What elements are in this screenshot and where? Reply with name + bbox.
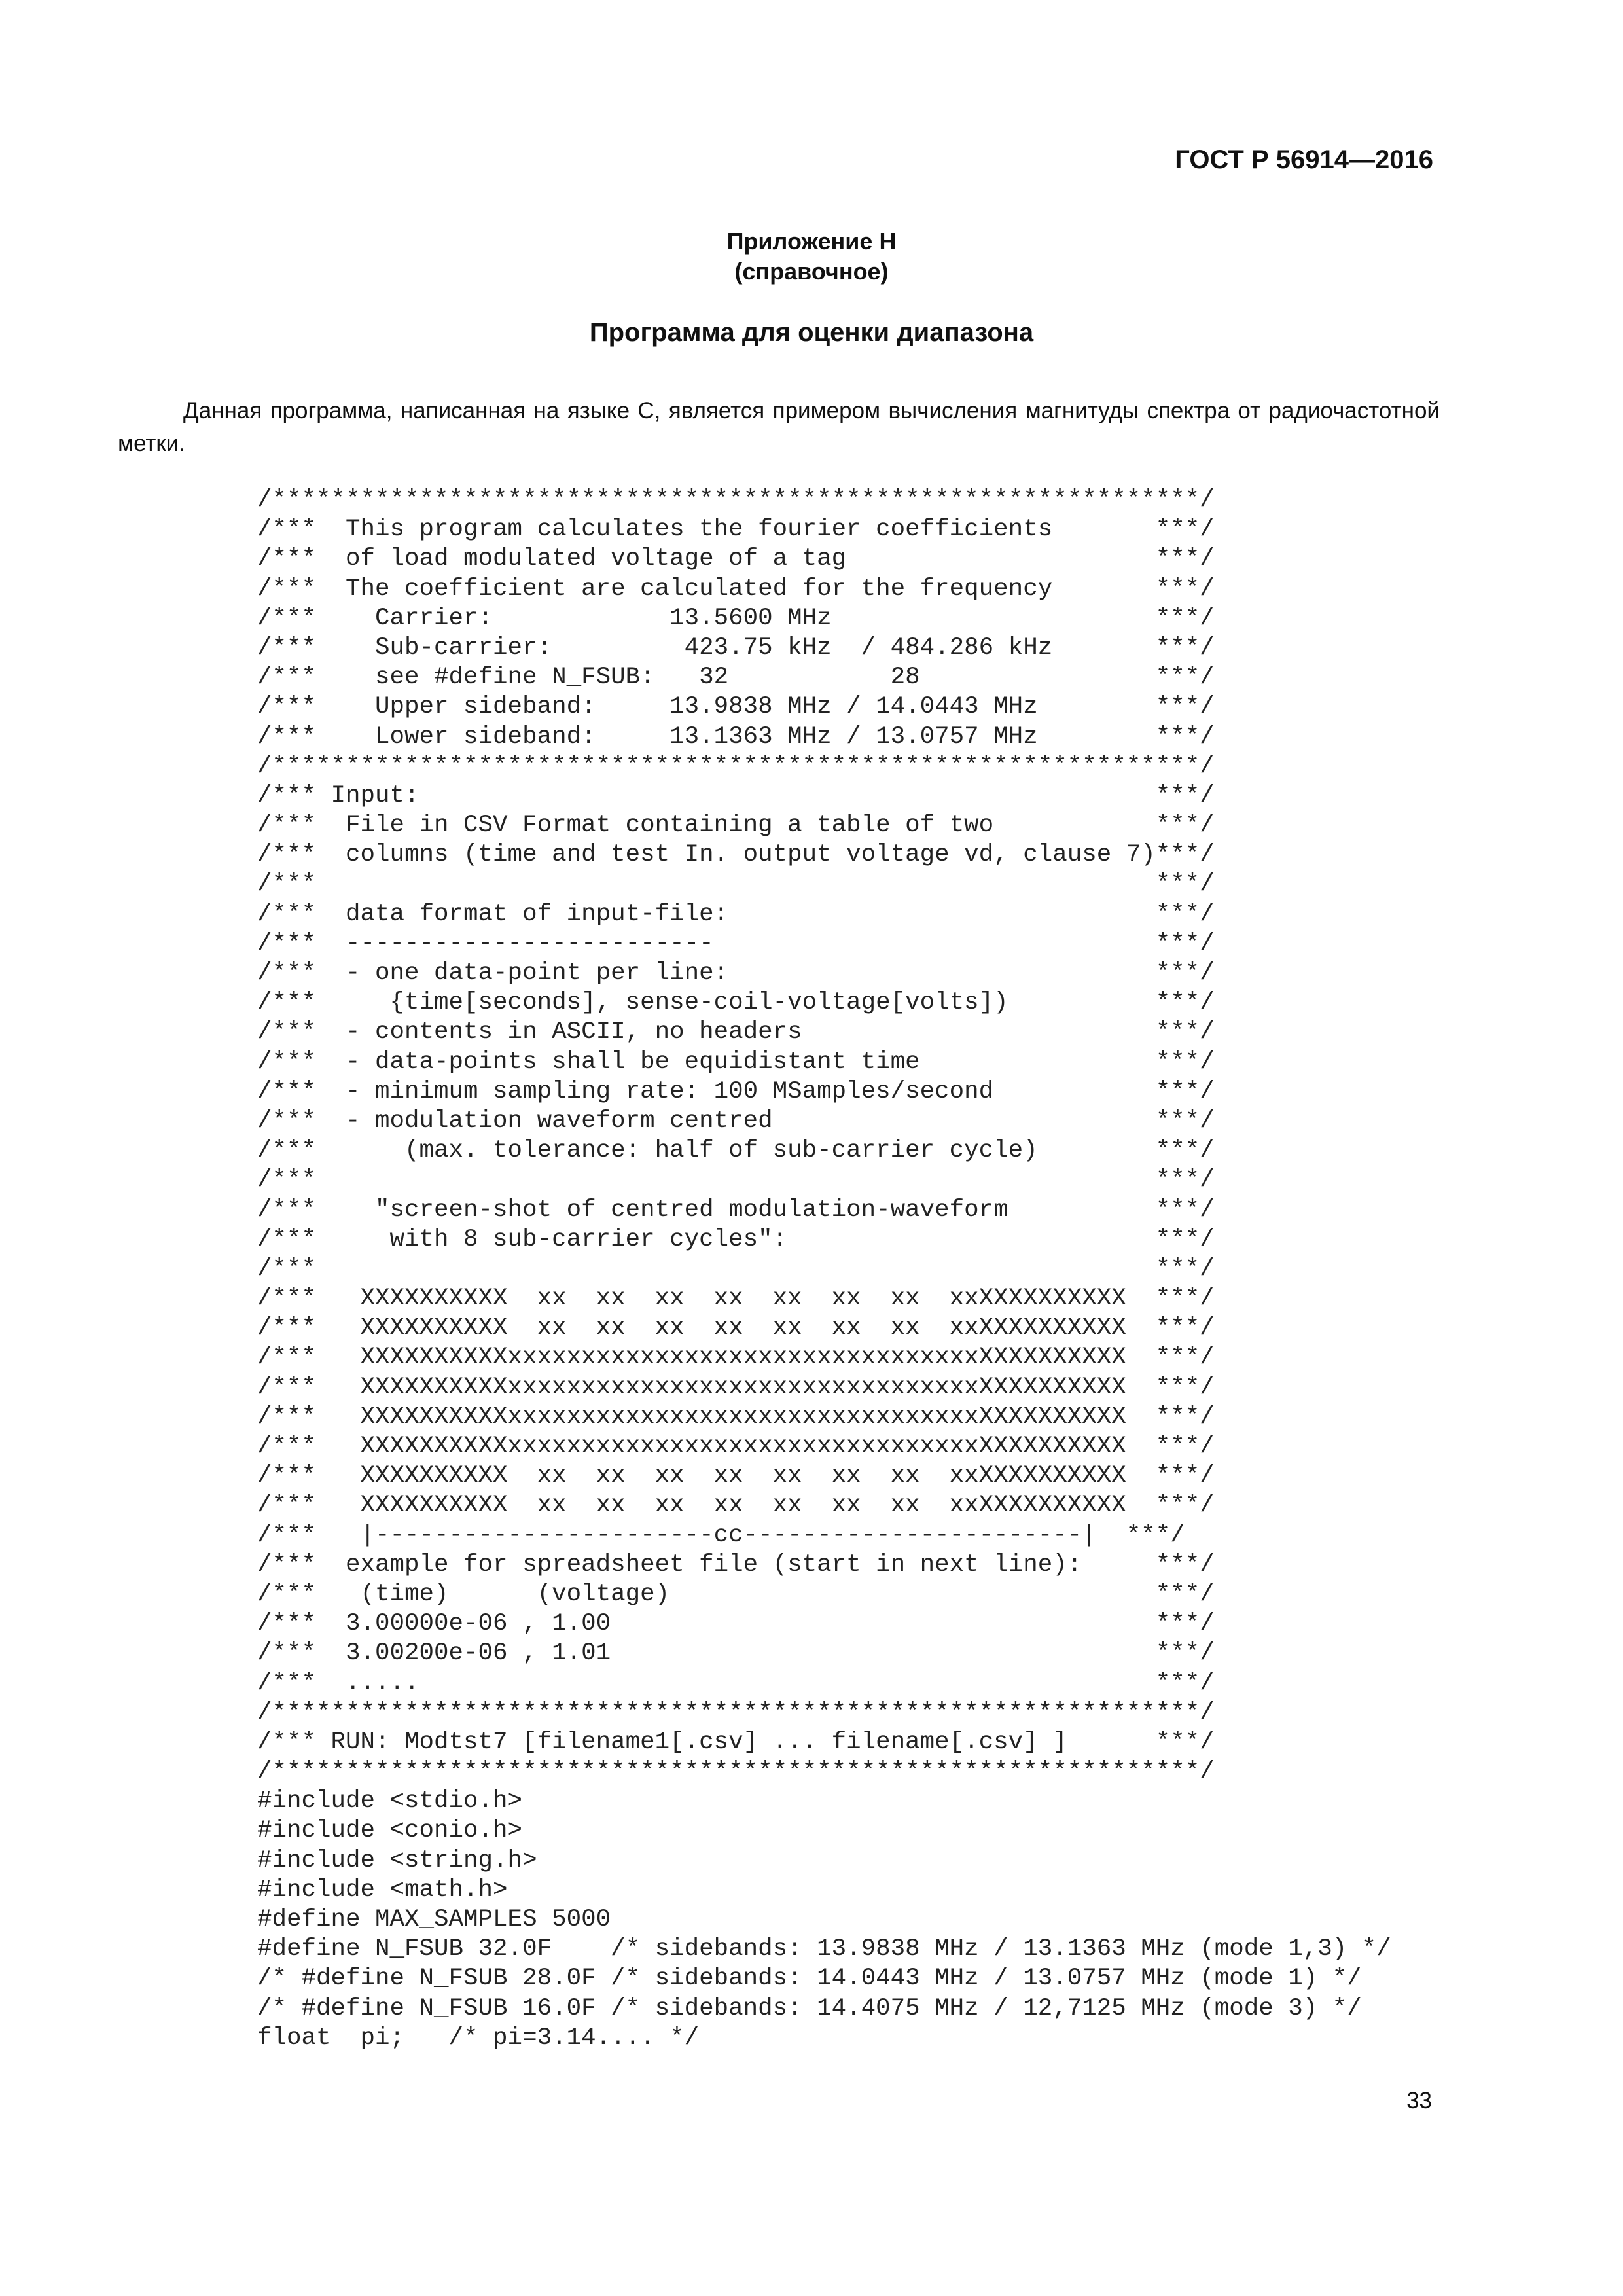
code-line: /*** |-----------------------cc-----------------------| ***/	[257, 1521, 1185, 1549]
code-line: /*** - minimum sampling rate: 100 MSamples/second ***/	[257, 1077, 1215, 1105]
code-line: /*** RUN: Modtst7 [filename1[.csv] ... filename[.csv] ] ***/	[257, 1728, 1215, 1756]
section-title: Программа для оценки диапазона	[589, 318, 1034, 347]
code-line: /*** This program calculates the fourier coefficients ***/	[257, 516, 1215, 544]
code-line: /***************************************************************/	[257, 1698, 1215, 1727]
code-line: /*** - modulation waveform centred ***/	[257, 1107, 1215, 1135]
code-line: /*** - one data-point per line: ***/	[257, 960, 1215, 987]
intro-paragraph: Данная программа, написанная на языке С, является примером вычисления магнитуды спектра от радиочастотной метки.	[118, 398, 1440, 456]
code-line: /*** with 8 sub-carrier cycles": ***/	[257, 1225, 1215, 1253]
code-line: /*** Input: ***/	[257, 781, 1215, 810]
code-line: /*** ***/	[257, 1255, 1215, 1283]
code-line: #include <math.h>	[257, 1876, 508, 1904]
code-line: /*** {time[seconds], sense-coil-voltage[volts]) ***/	[257, 989, 1215, 1017]
code-line: /*** Sub-carrier: 423.75 kHz / 484.286 kHz ***/	[257, 634, 1215, 662]
code-line: /***************************************************************/	[257, 752, 1215, 780]
code-line: /*** Lower sideband: 13.1363 MHz / 13.0757 MHz ***/	[257, 723, 1215, 751]
code-line: #include <conio.h>	[257, 1817, 523, 1845]
code-line: /*** XXXXXXXXXXxxxxxxxxxxxxxxxxxxxxxxxxxxxxxxxxXXXXXXXXXX ***/	[257, 1373, 1215, 1401]
code-line: /*** Upper sideband: 13.9838 MHz / 14.0443 MHz ***/	[257, 693, 1215, 721]
standard-header: ГОСТ Р 56914—2016	[1175, 145, 1433, 174]
code-line: /*** XXXXXXXXXXxxxxxxxxxxxxxxxxxxxxxxxxxxxxxxxxXXXXXXXXXX ***/	[257, 1403, 1215, 1431]
code-line: #define MAX_SAMPLES 5000	[257, 1906, 611, 1933]
code-line: /*** The coefficient are calculated for the frequency ***/	[257, 575, 1215, 603]
code-line: /*** see #define N_FSUB: 32 28 ***/	[257, 664, 1215, 692]
page-number: 33	[1406, 2088, 1432, 2113]
code-line: /*** - data-points shall be equidistant time ***/	[257, 1048, 1215, 1076]
code-line: /*** (max. tolerance: half of sub-carrier cycle) ***/	[257, 1137, 1215, 1165]
code-line: /*** data format of input-file: ***/	[257, 900, 1215, 928]
code-line: /*** (time) (voltage) ***/	[257, 1580, 1215, 1608]
code-line: /***************************************************************/	[257, 1758, 1215, 1786]
code-line: #include <string.h>	[257, 1846, 537, 1874]
code-line: /*** "screen-shot of centred modulation-waveform ***/	[257, 1196, 1215, 1224]
code-line: /*** 3.00200e-06 , 1.01 ***/	[257, 1640, 1215, 1668]
code-line: /*** Carrier: 13.5600 MHz ***/	[257, 604, 1215, 632]
code-line: /* #define N_FSUB 28.0F /* sidebands: 14.0443 MHz / 13.0757 MHz (mode 1) */	[257, 1965, 1362, 1993]
code-line: #define N_FSUB 32.0F /* sidebands: 13.9838 MHz / 13.1363 MHz (mode 1,3) */	[257, 1935, 1391, 1964]
code-line: /*** XXXXXXXXXX xx xx xx xx xx xx xx xxXXXXXXXXXX ***/	[257, 1492, 1215, 1520]
code-line: /*** ***/	[257, 870, 1215, 899]
code-line: float pi; /* pi=3.14.... */	[257, 2024, 700, 2052]
code-listing	[257, 486, 1391, 2053]
code-line: /*** columns (time and test In. output voltage vd, clause 7)***/	[257, 841, 1215, 869]
code-line: #include <stdio.h>	[257, 1787, 523, 1816]
code-line: /*** XXXXXXXXXX xx xx xx xx xx xx xx xxXXXXXXXXXX ***/	[257, 1285, 1215, 1313]
code-line: /*** ***/	[257, 1166, 1215, 1194]
code-line: /***************************************************************/	[257, 486, 1215, 514]
code-line: /* #define N_FSUB 16.0F /* sidebands: 14.4075 MHz / 12,7125 MHz (mode 3) */	[257, 1994, 1362, 2022]
code-line: /*** - contents in ASCII, no headers ***/	[257, 1018, 1215, 1047]
code-line: /*** XXXXXXXXXXxxxxxxxxxxxxxxxxxxxxxxxxxxxxxxxxXXXXXXXXXX ***/	[257, 1344, 1215, 1372]
code-line: /*** ..... ***/	[257, 1669, 1215, 1697]
code-line: /*** 3.00000e-06 , 1.00 ***/	[257, 1610, 1215, 1638]
code-line: /*** XXXXXXXXXX xx xx xx xx xx xx xx xxXXXXXXXXXX ***/	[257, 1462, 1215, 1490]
appendix-subtitle: (справочное)	[734, 258, 889, 285]
code-line: /*** XXXXXXXXXX xx xx xx xx xx xx xx xxXXXXXXXXXX ***/	[257, 1314, 1215, 1342]
appendix-title: Приложение Н	[726, 228, 897, 255]
code-line: /*** XXXXXXXXXXxxxxxxxxxxxxxxxxxxxxxxxxxxxxxxxxXXXXXXXXXX ***/	[257, 1433, 1215, 1460]
code-line: /*** ------------------------- ***/	[257, 929, 1215, 958]
code-line: /*** File in CSV Format containing a table of two ***/	[257, 812, 1215, 840]
code-line: /*** example for spreadsheet file (start in next line): ***/	[257, 1551, 1215, 1579]
code-line: /*** of load modulated voltage of a tag ***/	[257, 545, 1215, 573]
